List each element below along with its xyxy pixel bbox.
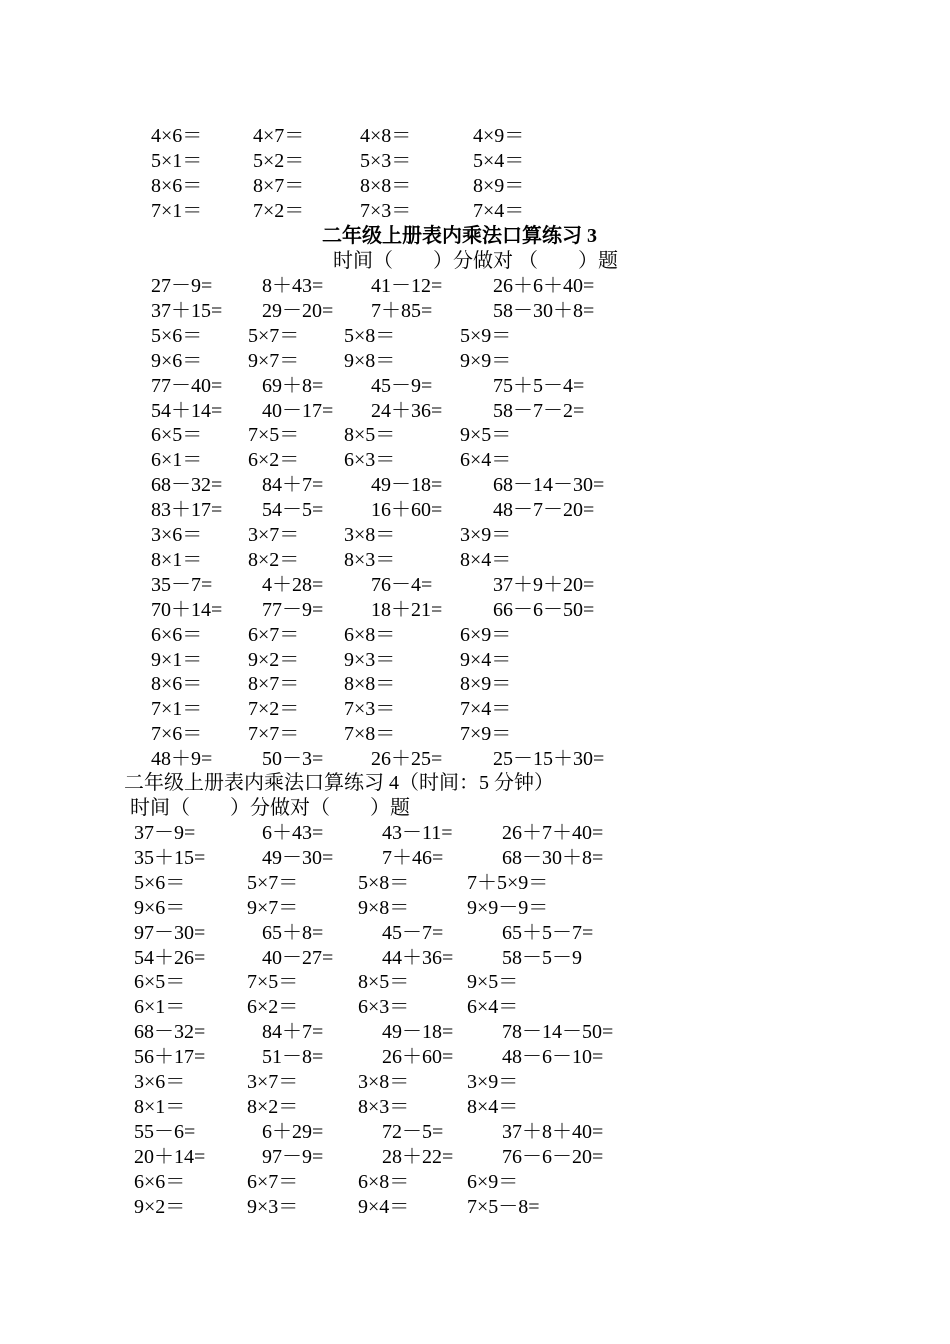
section-4-subtitle: 时间（ ）分做对（ ）题 [130,797,410,819]
problem-cell: 35＋15= [134,846,206,869]
problem-cell: 8×8＝ [344,673,396,696]
problem-row [0,1195,950,1220]
problem-cell: 4×8＝ [360,125,412,147]
problem-row [0,970,950,995]
problem-cell: 24＋36= [371,399,443,422]
problem-cell: 70＋14= [151,598,223,621]
problem-cell: 4×6＝ [151,125,203,147]
problem-cell: 97－30= [134,921,206,944]
problem-row [0,199,950,224]
problem-cell: 6＋29= [262,1120,324,1143]
section-3-subtitle: 时间（ ）分做对 （ ）题 [333,250,618,272]
problem-cell: 6×9＝ [460,623,512,646]
problem-cell: 7×3＝ [344,698,396,721]
problem-row [0,349,950,374]
problem-cell: 8×2＝ [247,1095,299,1118]
problem-cell: 9×2＝ [134,1195,186,1218]
problem-cell: 6×6＝ [134,1170,186,1193]
problem-row [0,1045,950,1070]
problem-cell: 6×7＝ [248,623,300,646]
problem-cell: 8×3＝ [358,1095,410,1118]
problem-cell: 48－7－20= [493,499,595,522]
problem-cell: 7＋5×9＝ [467,871,549,894]
problem-cell: 69＋8= [262,374,324,397]
problem-cell: 45－7= [382,921,444,944]
problem-cell: 48－6－10= [502,1046,604,1069]
problem-row [0,921,950,946]
problem-cell: 65＋8= [262,921,324,944]
problem-cell: 6×3＝ [358,996,410,1019]
problem-cell: 84＋7= [262,1021,324,1044]
problem-cell: 75＋5－4= [493,374,585,397]
problem-cell: 18＋21= [371,598,443,621]
problem-cell: 9×6＝ [134,896,186,919]
problem-cell: 3×6＝ [151,524,203,546]
problem-cell: 8×7＝ [253,175,305,197]
problem-cell: 9×4＝ [460,648,512,671]
problem-cell: 44＋36= [382,946,454,969]
problem-cell: 68－32= [134,1021,206,1044]
problem-row [0,747,950,772]
problem-cell: 8×3＝ [344,548,396,571]
problem-cell: 3×9＝ [467,1071,519,1093]
problem-cell: 5×8＝ [344,324,396,347]
problem-cell: 9×9＝ [460,349,512,372]
problem-cell: 37＋15= [151,299,223,322]
problem-cell: 7×5＝ [248,424,300,447]
problem-cell: 9×3＝ [344,648,396,671]
problem-cell: 7×6＝ [151,723,203,746]
section-4-title: 二年级上册表内乘法口算练习 4（时间：5 分钟） [124,772,554,794]
problem-cell: 6＋43= [262,822,324,844]
problem-row [0,598,950,623]
problem-cell: 76－6－20= [502,1145,604,1168]
problem-cell: 45－9= [371,374,433,397]
problem-cell: 5×2＝ [253,150,305,172]
problem-row [0,473,950,498]
problem-cell: 49－18= [371,474,443,497]
problem-cell: 5×9＝ [460,324,512,347]
problem-cell: 7×1＝ [151,200,203,222]
problem-cell: 5×7＝ [247,871,299,894]
problem-cell: 4＋28= [262,573,324,596]
problem-cell: 8×4＝ [460,548,512,571]
problem-row [0,1145,950,1170]
problem-cell: 7×8＝ [344,723,396,746]
problem-cell: 77－40= [151,374,223,397]
problem-cell: 20＋14= [134,1145,206,1168]
problem-cell: 68－30＋8= [502,846,604,869]
problem-row [0,648,950,673]
problem-row [0,448,950,473]
problem-cell: 6×2＝ [247,996,299,1019]
problem-cell: 26＋6＋40= [493,275,595,297]
problem-cell: 6×8＝ [358,1170,410,1193]
problem-cell: 5×4＝ [473,150,525,172]
problem-cell: 40－17= [262,399,334,422]
problem-row [0,548,950,573]
problem-cell: 26＋60= [382,1046,454,1069]
problem-cell: 8×1＝ [134,1095,186,1118]
problem-row [0,672,950,697]
problem-cell: 6×7＝ [247,1170,299,1193]
problem-cell: 25－15＋30= [493,748,605,771]
problem-cell: 9×1＝ [151,648,203,671]
problem-cell: 5×3＝ [360,150,412,172]
problem-row [0,274,950,299]
problem-cell: 6×3＝ [344,449,396,472]
problem-cell: 7×4＝ [473,200,525,222]
problem-cell: 5×7＝ [248,324,300,347]
problem-cell: 8×9＝ [473,175,525,197]
problem-row [0,124,950,149]
problem-row [0,946,950,971]
problem-cell: 5×6＝ [134,871,186,894]
problem-cell: 43－11= [382,822,453,844]
problem-cell: 8×9＝ [460,673,512,696]
problem-cell: 8×1＝ [151,548,203,571]
problem-row [0,324,950,349]
problem-cell: 6×6＝ [151,623,203,646]
problem-cell: 8×5＝ [358,971,410,994]
problem-row [0,523,950,548]
problem-row [0,722,950,747]
problem-cell: 66－6－50= [493,598,595,621]
problem-cell: 6×2＝ [248,449,300,472]
problem-row [0,896,950,921]
problem-cell: 6×4＝ [460,449,512,472]
problem-cell: 58－30＋8= [493,299,595,322]
problem-cell: 7＋85= [371,299,433,322]
problem-cell: 9×7＝ [248,349,300,372]
problem-row [0,1120,950,1145]
problem-cell: 40－27= [262,946,334,969]
problem-cell: 28＋22= [382,1145,454,1168]
problem-cell: 8×2＝ [248,548,300,571]
problem-cell: 7×7＝ [248,723,300,746]
problem-cell: 4×7＝ [253,125,305,147]
problem-cell: 8×5＝ [344,424,396,447]
problem-row [0,174,950,199]
problem-cell: 8×7＝ [248,673,300,696]
problem-cell: 37－9= [134,822,196,844]
problem-cell: 76－4= [371,573,433,596]
problem-cell: 8×8＝ [360,175,412,197]
problem-cell: 8×4＝ [467,1095,519,1118]
problem-row [0,149,950,174]
problem-cell: 26＋25= [371,748,443,771]
problem-cell: 7×1＝ [151,698,203,721]
problem-cell: 84＋7= [262,474,324,497]
problem-cell: 9×3＝ [247,1195,299,1218]
problem-cell: 83＋17= [151,499,223,522]
problem-row [0,1095,950,1120]
problem-cell: 9×2＝ [248,648,300,671]
problem-cell: 6×8＝ [344,623,396,646]
problem-cell: 4×9＝ [473,125,525,147]
problem-cell: 6×1＝ [151,449,203,472]
problem-cell: 65＋5－7= [502,921,594,944]
problem-cell: 26＋7＋40= [502,822,604,844]
problem-cell: 9×4＝ [358,1195,410,1218]
problem-cell: 5×6＝ [151,324,203,347]
problem-cell: 7×2＝ [248,698,300,721]
problem-row [0,1020,950,1045]
problem-cell: 29－20= [262,299,334,322]
problem-cell: 50－3= [262,748,324,771]
problem-cell: 9×7＝ [247,896,299,919]
problem-cell: 56＋17= [134,1046,206,1069]
problem-cell: 7×3＝ [360,200,412,222]
problem-cell: 7×5＝ [247,971,299,994]
problem-cell: 8×6＝ [151,175,203,197]
problem-cell: 9×6＝ [151,349,203,372]
problem-cell: 16＋60= [371,499,443,522]
problem-cell: 58－5－9 [502,946,582,969]
problem-row [0,871,950,896]
problem-cell: 3×8＝ [344,524,396,546]
problem-row [0,299,950,324]
problem-cell: 3×8＝ [358,1071,410,1093]
problem-cell: 9×8＝ [358,896,410,919]
problem-row [0,623,950,648]
problem-cell: 35－7= [151,573,213,596]
problem-row [0,573,950,598]
problem-cell: 77－9= [262,598,324,621]
problem-cell: 54＋14= [151,399,223,422]
problem-cell: 97－9= [262,1145,324,1168]
problem-cell: 7×4＝ [460,698,512,721]
problem-cell: 58－7－2= [493,399,585,422]
problem-row [0,995,950,1020]
problem-cell: 6×9＝ [467,1170,519,1193]
problem-cell: 6×1＝ [134,996,186,1019]
problem-row [0,374,950,399]
section-3-title: 二年级上册表内乘法口算练习 3 [322,225,597,247]
problem-cell: 51－8= [262,1046,324,1069]
problem-row [0,846,950,871]
problem-cell: 37＋9＋20= [493,573,595,596]
problem-cell: 27－9= [151,275,213,297]
problem-row [0,498,950,523]
problem-cell: 9×5＝ [467,971,519,994]
problem-cell: 8＋43= [262,275,324,297]
problem-row [0,697,950,722]
problem-cell: 78－14－50= [502,1021,614,1044]
problem-cell: 6×4＝ [467,996,519,1019]
problem-cell: 7×5－8= [467,1195,540,1218]
problem-cell: 5×1＝ [151,150,203,172]
problem-row [0,423,950,448]
problem-row [0,399,950,424]
problem-cell: 41－12= [371,275,443,297]
problem-cell: 6×5＝ [151,424,203,447]
problem-cell: 6×5＝ [134,971,186,994]
problem-cell: 3×7＝ [248,524,300,546]
problem-cell: 3×6＝ [134,1071,186,1093]
problem-cell: 68－32= [151,474,223,497]
problem-row [0,1170,950,1195]
problem-cell: 37＋8＋40= [502,1120,604,1143]
problem-cell: 7＋46= [382,846,444,869]
problem-cell: 49－18= [382,1021,454,1044]
problem-cell: 9×5＝ [460,424,512,447]
problem-cell: 54－5= [262,499,324,522]
problem-cell: 7×9＝ [460,723,512,746]
problem-cell: 54＋26= [134,946,206,969]
problem-cell: 48＋9= [151,748,213,771]
problem-cell: 9×8＝ [344,349,396,372]
problem-cell: 9×9－9＝ [467,896,549,919]
problem-cell: 55－6= [134,1120,196,1143]
problem-row [0,821,950,846]
problem-cell: 8×6＝ [151,673,203,696]
problem-cell: 7×2＝ [253,200,305,222]
problem-cell: 5×8＝ [358,871,410,894]
problem-row [0,1070,950,1095]
problem-cell: 72－5= [382,1120,444,1143]
problem-cell: 3×9＝ [460,524,512,546]
problem-cell: 49－30= [262,846,334,869]
problem-cell: 3×7＝ [247,1071,299,1093]
problem-cell: 68－14－30= [493,474,605,497]
